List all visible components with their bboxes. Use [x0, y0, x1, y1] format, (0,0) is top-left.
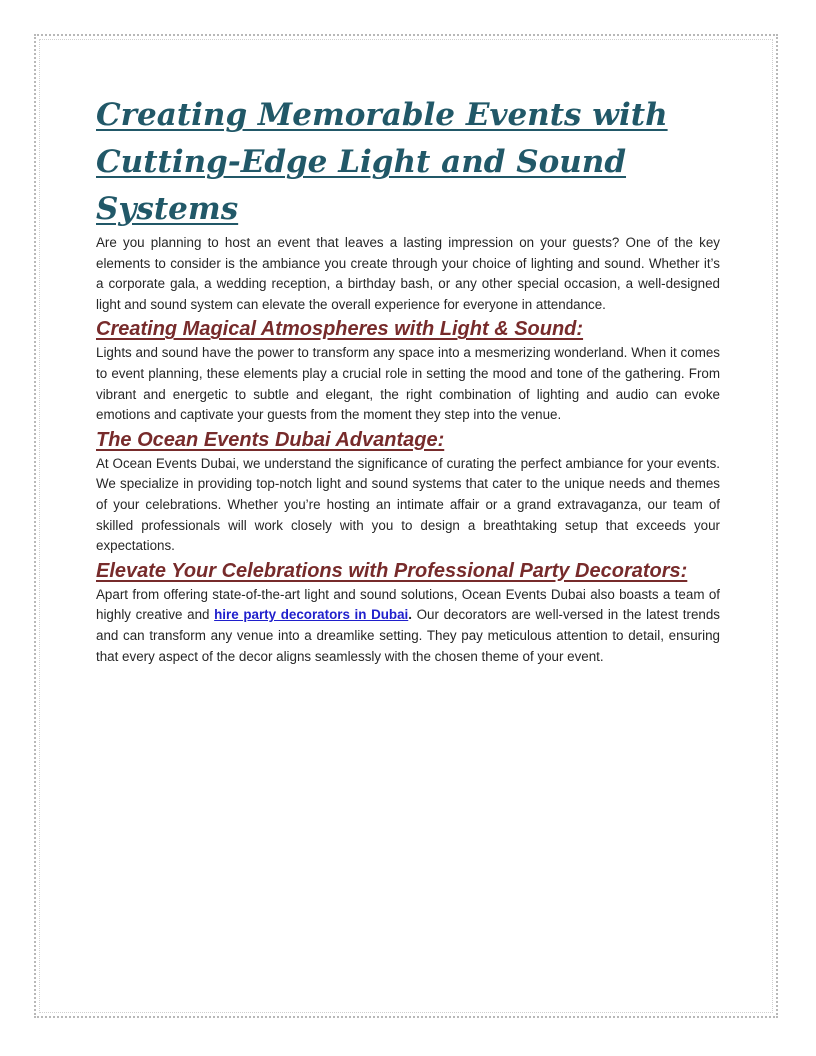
link-period: .: [408, 607, 412, 623]
section-paragraph-decorators: [96, 585, 720, 667]
document-body: [96, 92, 720, 667]
intro-paragraph: Are you planning to host an event that leaves a lasting impression on your guests? One of the key elements to consider is the ambiance you create through your choice of lighting and sound. Whether it’s a corporate gala, a wedding reception, a birthday bash, or any other special occasion, a well-designed light and sound system can elevate the overall experience for everyone in attendance.: [96, 235, 720, 312]
section-paragraph-atmospheres: Lights and sound have the power to transform any space into a mesmerizing wonderland. When it comes to event planning, these elements play a crucial role in setting the mood and tone of the gathering. From vibrant and energetic to subtle and elegant, the right combination of lighting and audio can evoke emotions and captivate your guests from the moment they step into the venue.: [96, 345, 720, 423]
decorators-text-before-link: Apart from offering state-of-the-art light and sound solutions, Ocean Events Dubai also boasts a team of highly creative and: [96, 586, 720, 623]
section-paragraph-advantage: At Ocean Events Dubai, we understand the significance of curating the perfect ambiance for your events. We specialize in providing top-notch light and sound systems that cater to the unique needs and themes of your celebrations. Whether you’re hosting an intimate affair or a grand extravaganza, our team of skilled professionals will work closely with you to design a breathtaking setup that exceeds your expectations.: [96, 455, 720, 554]
section-heading-advantage: The Ocean Events Dubai Advantage:: [96, 428, 445, 451]
decorators-text-after-link: Our decorators are well-versed in the latest trends and can transform any venue into a dreamlike setting. They pay meticulous attention to detail, ensuring that every aspect of the decor aligns seamlessly with the chosen theme of your event.: [96, 607, 720, 664]
hire-decorators-link[interactable]: hire party decorators in Dubai: [214, 607, 409, 623]
section-heading-atmospheres: Creating Magical Atmospheres with Light & Sound:: [96, 318, 584, 341]
page-title: Creating Memorable Events with Cutting-Edge Light and Sound Systems: [96, 97, 668, 227]
section-heading-decorators: Elevate Your Celebrations with Professional Party Decorators:: [96, 559, 688, 582]
